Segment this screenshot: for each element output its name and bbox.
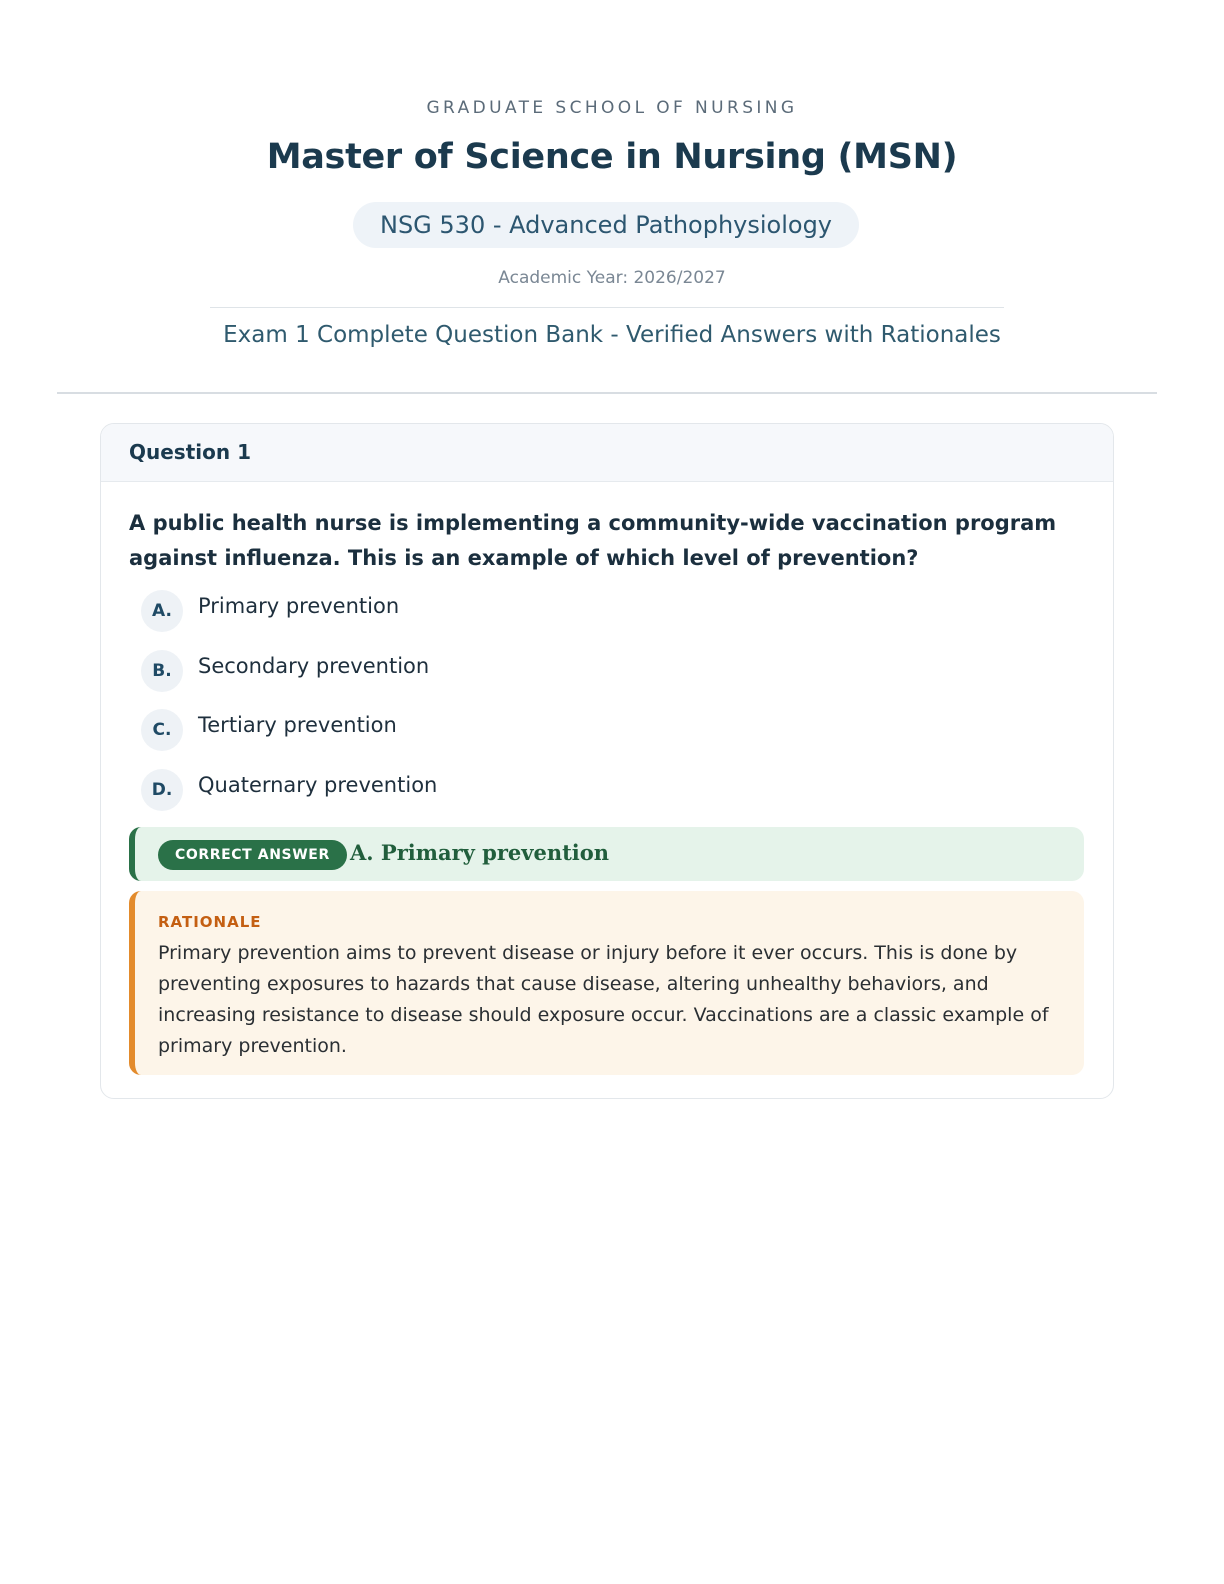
option-text: Quaternary prevention [198, 773, 438, 797]
course-badge: NSG 530 - Advanced Pathophysiology [353, 202, 859, 248]
option-letter: C. [141, 709, 183, 751]
option-letter: B. [141, 650, 183, 692]
option-a[interactable] [141, 588, 1041, 630]
option-text: Secondary prevention [198, 654, 430, 678]
rationale-text: Primary prevention aims to prevent disease or injury before it ever occurs. This is done by preventing exposures to hazards that cause disease, altering unhealthy behaviors, and increasing resistance to disease should exposure occur. Vaccinations are a classic example of primary prevention. [158, 942, 1049, 1057]
option-d[interactable] [141, 767, 1041, 809]
rationale-label: RATIONALE [158, 913, 262, 931]
correct-answer-box [129, 827, 1084, 881]
section-divider [57, 392, 1157, 394]
rationale-box [129, 891, 1084, 1075]
question-header [101, 424, 1113, 482]
correct-answer-badge: CORRECT ANSWER [158, 840, 347, 870]
question-stem: A public health nurse is implementing a community-wide vaccination program against influenza. This is an example of which level of prevention? [129, 511, 1057, 570]
academic-year: Academic Year: 2026/2027 [498, 268, 726, 288]
question-number: Question 1 [129, 440, 251, 464]
school-name: GRADUATE SCHOOL OF NURSING [426, 98, 798, 118]
option-letter: A. [141, 590, 183, 632]
option-letter: D. [141, 769, 183, 811]
question-card [100, 423, 1114, 1099]
option-b[interactable] [141, 648, 1041, 690]
option-text: Tertiary prevention [198, 713, 397, 737]
option-text: Primary prevention [198, 594, 400, 618]
option-c[interactable] [141, 707, 1041, 749]
header-divider [210, 307, 1004, 308]
exam-title: Exam 1 Complete Question Bank - Verified Answers with Rationales [223, 322, 1001, 348]
correct-answer-text: A. Primary prevention [350, 840, 610, 865]
program-title: Master of Science in Nursing (MSN) [266, 137, 958, 177]
